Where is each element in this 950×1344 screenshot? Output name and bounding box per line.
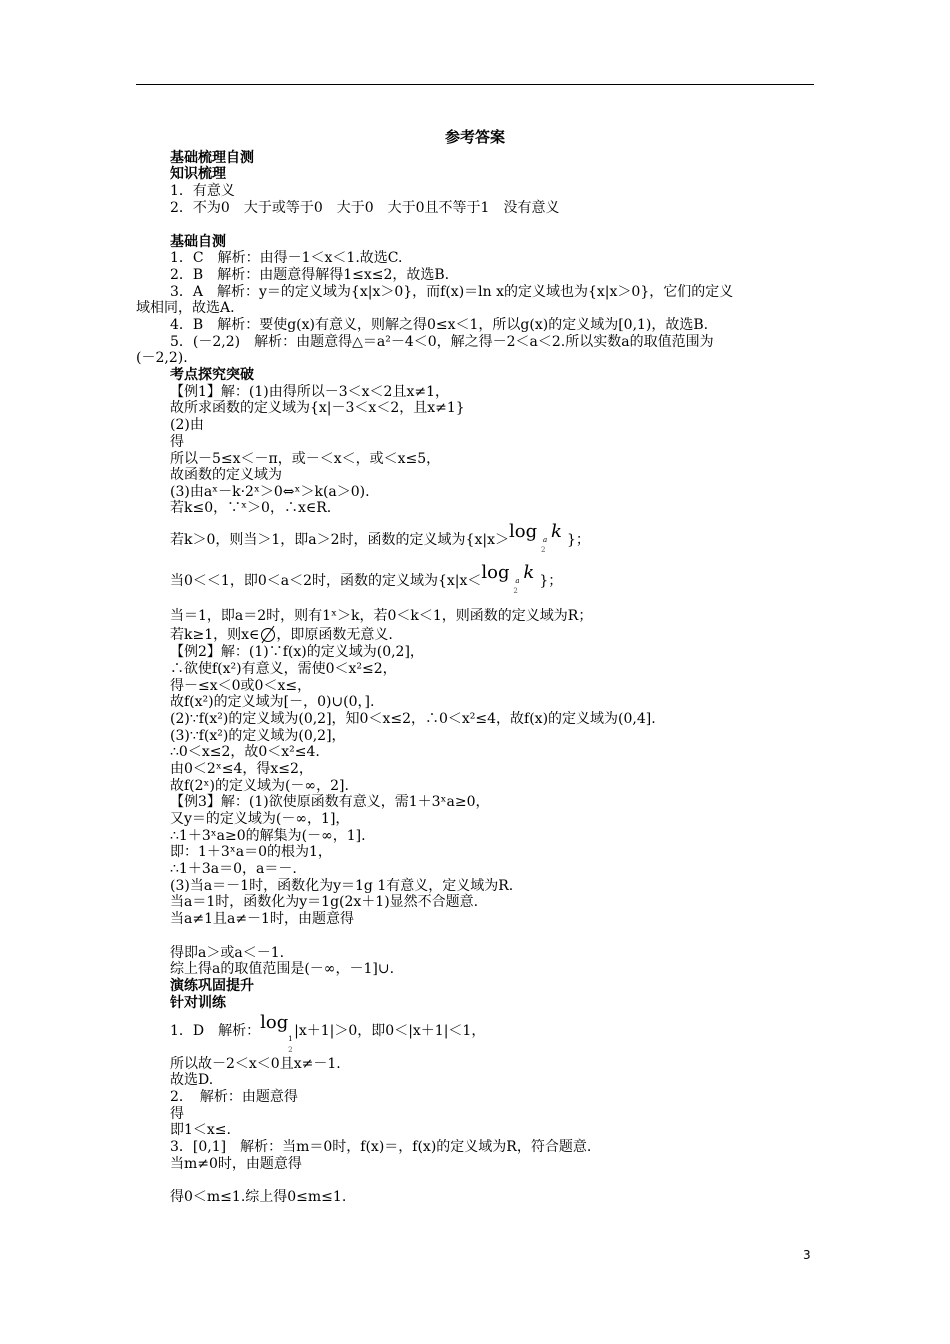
text-line: 当a＝1时，函数化为y＝1g(2x＋1)显然不合题意.: [170, 894, 479, 910]
text-line: [170, 562, 563, 595]
text-line: 由0＜2ˣ≤4，得x≤2，: [170, 761, 313, 777]
text-line: ∴0＜x≤2，故0＜x²≤4.: [170, 744, 320, 760]
section-heading: 基础梳理自测: [170, 150, 254, 166]
text-span: ，即原函数无意义.: [276, 627, 393, 643]
text-line: (2)∵f(x²)的定义域为(0,2]，知0＜x≤2，∴0＜x²≤4，故f(x)的定义域为(0,4].: [170, 711, 656, 727]
text-line: 1．C 解析：由得－1＜x＜1.故选C.: [170, 250, 403, 266]
text-span: }；: [539, 573, 563, 589]
text-line: 故f(2ˣ)的定义域为(－∞，2].: [170, 778, 349, 794]
section-heading: 针对训练: [170, 995, 226, 1011]
text-line: 3．A 解析：y＝的定义域为{x|x＞0}，而f(x)＝ln x的定义域也为{x|x＞0}，它们的定义: [170, 284, 734, 300]
text-line: (－2,2).: [136, 350, 188, 366]
log-sub: 2: [540, 546, 546, 554]
text-line: 即1＜x≤.: [170, 1122, 231, 1138]
header-rule: [136, 84, 814, 85]
text-line: 得: [170, 1106, 184, 1122]
log-arg: k: [523, 562, 535, 583]
log-sub: 2: [513, 587, 518, 595]
text-line: 又y＝的定义域为(－∞，1]，: [170, 811, 350, 827]
section-heading: 考点探究突破: [170, 367, 254, 383]
text-line: [170, 521, 590, 554]
text-line: 当＝1，即a＝2时，则有1ˣ＞k，若0＜k＜1，则函数的定义域为R；: [170, 608, 593, 624]
text-line: ∴1＋3a＝0，a＝－.: [170, 861, 297, 877]
text-span: |x＋1|＞0，即0＜|x＋1|＜1，: [294, 1023, 486, 1039]
text-line: (3)当a＝－1时，函数化为y＝1g 1有意义，定义域为R.: [170, 878, 514, 894]
text-line: 域相同，故选A.: [136, 300, 235, 316]
log-base-denominator: 2: [288, 1046, 293, 1054]
text-line: 当m≠0时，由题意得: [170, 1156, 302, 1172]
text-line: ∴1＋3ˣa≥0的解集为(－∞，1].: [170, 828, 366, 844]
log-base: a: [542, 536, 548, 544]
log-expression: [508, 521, 567, 554]
section-heading: 知识梳理: [170, 166, 226, 182]
text-span: 若k≥1，则x∈: [170, 627, 260, 643]
log-expression: [481, 562, 539, 595]
text-line: 【例3】解：(1)欲使原函数有意义，需1＋3ˣa≥0，: [170, 794, 490, 810]
text-line: 故f(x²)的定义域为[－，0)∪(0，].: [170, 694, 375, 710]
text-line: 4．B 解析：要使g(x)有意义，则解之得0≤x＜1，所以g(x)的定义域为[0,1)，故选B.: [170, 317, 709, 333]
log-base-numerator: 1: [288, 1035, 293, 1043]
text-line: 故所求函数的定义域为{x|－3＜x＜2，且x≠1}: [170, 400, 465, 416]
log-symbol: log: [260, 1012, 289, 1033]
text-line: ∴欲使f(x²)有意义，需使0＜x²≤2，: [170, 661, 397, 677]
text-span: 当0＜＜1，即0＜a＜2时，函数的定义域为{x|x＜: [170, 573, 482, 589]
text-span: }；: [566, 532, 590, 548]
text-line: 所以故－2＜x＜0且x≠－1.: [170, 1056, 341, 1072]
text-line: 2． 解析：由题意得: [170, 1089, 298, 1105]
text-line: 2．B 解析：由题意得解得1≤x≤2，故选B.: [170, 267, 450, 283]
text-line: 得: [170, 434, 184, 450]
section-heading: 基础自测: [170, 234, 226, 250]
text-line: 得－≤x＜0或0＜x≤，: [170, 678, 312, 694]
log-base: a: [515, 577, 520, 585]
text-line: [170, 627, 393, 644]
text-line: 得0＜m≤1.综上得0≤m≤1.: [170, 1189, 347, 1205]
page-number: 3: [803, 1248, 811, 1262]
log-arg: k: [550, 521, 562, 542]
text-line: 所以－5≤x＜－π，或－＜x＜，或＜x≤5，: [170, 451, 441, 467]
text-line: 1．有意义: [170, 183, 235, 199]
section-heading: 演练巩固提升: [170, 978, 254, 994]
text-span: 1．D 解析：: [170, 1023, 261, 1039]
text-line: 得即a＞或a＜－1.: [170, 945, 285, 961]
text-line: 故函数的定义域为: [170, 467, 282, 483]
text-line: 【例1】解：(1)由得所以－3＜x＜2且x≠1，: [170, 384, 449, 400]
text-line: 若k≤0，∵ˣ＞0，∴x∈R.: [170, 500, 332, 516]
text-line: 5．(－2,2) 解析：由题意得△＝a²－4＜0，解之得－2＜a＜2.所以实数a的取值范围为: [170, 334, 714, 350]
log-symbol: log: [508, 521, 538, 542]
empty-set-icon: [259, 627, 276, 644]
text-line: 故选D.: [170, 1072, 214, 1088]
text-line: (2)由: [170, 417, 204, 433]
text-line: (3)∵f(x²)的定义域为(0,2]，: [170, 728, 346, 744]
log-symbol: log: [481, 562, 510, 583]
page-title: 参考答案: [444, 128, 505, 146]
text-line: 即：1＋3ˣa＝0的根为1，: [170, 844, 332, 860]
text-line: 3．[0,1] 解析：当m＝0时，f(x)＝，f(x)的定义域为R，符合题意.: [170, 1139, 592, 1155]
text-line: [170, 1012, 486, 1054]
text-line: 2．不为0 大于或等于0 大于0 大于0且不等于1 没有意义: [170, 200, 560, 216]
log-half-expression: [260, 1012, 294, 1054]
text-span: 若k＞0，则当＞1，即a＞2时，函数的定义域为{x|x＞: [170, 532, 509, 548]
text-line: 综上得a的取值范围是(－∞，－1]∪.: [170, 961, 395, 977]
text-line: (3)由aˣ－k·2ˣ＞0⇔ˣ＞k(a＞0).: [170, 484, 370, 500]
text-line: 【例2】解：(1)∵f(x)的定义域为(0,2]，: [170, 644, 424, 660]
text-line: 当a≠1且a≠－1时，由题意得: [170, 911, 354, 927]
